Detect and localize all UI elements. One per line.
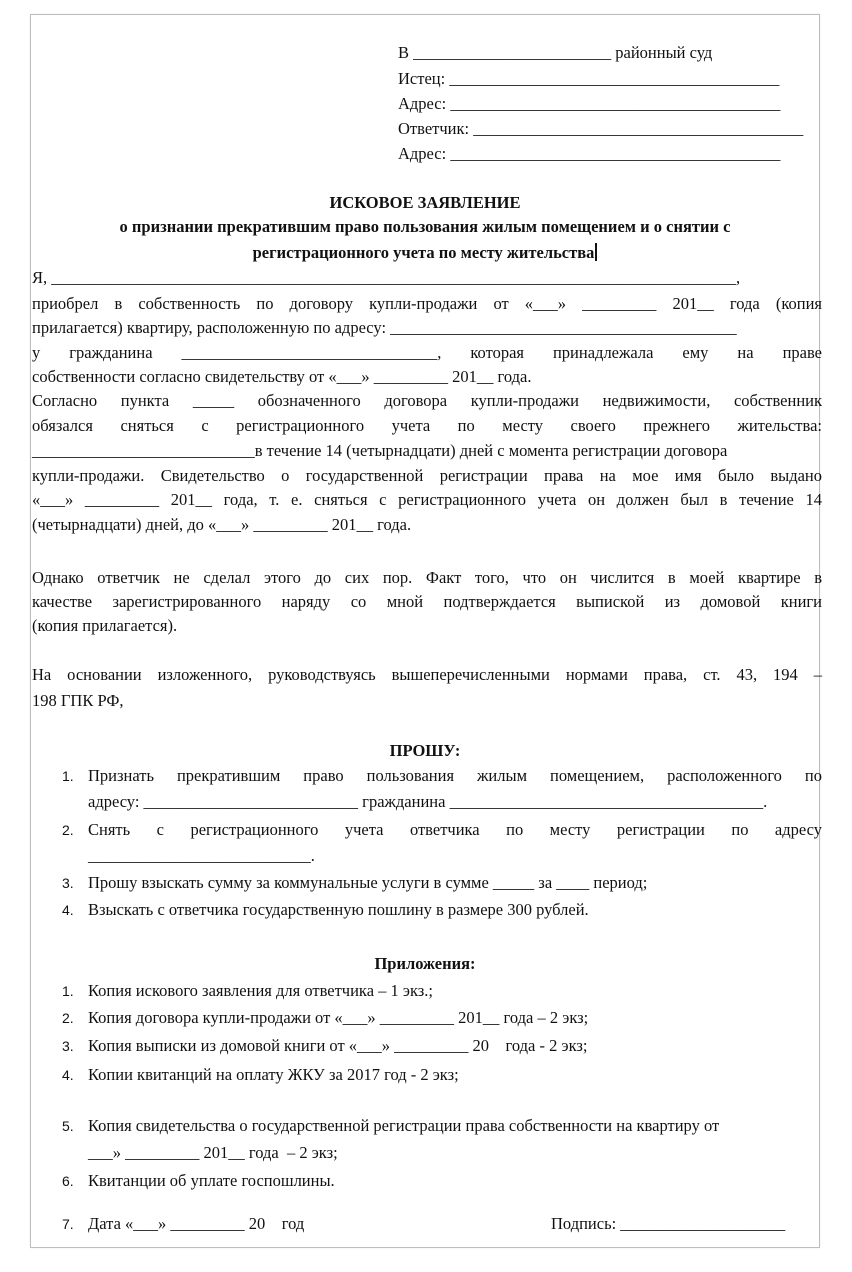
attachment-3-number: 3.: [62, 1038, 74, 1054]
date-line: Дата «___» _________ 20 год: [88, 1214, 305, 1233]
defendant-address-line: Адрес: ________________________________________: [398, 144, 781, 163]
request-item-3-number: 3.: [62, 875, 74, 891]
attachment-5-line-2: ___» _________ 201__ года – 2 экз;: [88, 1143, 338, 1162]
text-cursor: [595, 243, 597, 261]
attachments-heading: Приложения:: [374, 954, 476, 973]
document-subtitle-line-1: о признании прекратившим право пользования жилым помещением и о снятии с: [119, 217, 731, 236]
signature-line: Подпись: ____________________: [551, 1214, 786, 1233]
document-title: ИСКОВОЕ ЗАЯВЛЕНИЕ: [329, 193, 521, 212]
para2-line-1: Согласно пункта _____ обозначенного договора купли-продажи недвижимости, собственник: [32, 391, 822, 410]
request-item-4-number: 4.: [62, 902, 74, 918]
para1-line-3: прилагается) квартиру, расположенную по адресу: __________________________________________: [32, 318, 737, 337]
attachment-2-text: Копия договора купли-продажи от «___» _________ 201__ года – 2 экз;: [88, 1008, 589, 1027]
para2-line-6: (четырнадцати) дней, до «___» _________ 201__ года.: [32, 515, 412, 534]
para2-line-4: купли-продажи. Свидетельство о государственной регистрации права на мое имя было выдано: [32, 466, 822, 485]
request-item-3-line-1: Прошу взыскать сумму за коммунальные услуги в сумме _____ за ____ период;: [88, 873, 648, 892]
para3-line-3: (копия прилагается).: [32, 616, 178, 635]
para2-line-2: обязался сняться с регистрационного учета по месту своего прежнего жительства:: [32, 416, 822, 435]
para1-line-5: собственности согласно свидетельству от «___» _________ 201__ года.: [32, 367, 532, 386]
attachment-3-text: Копия выписки из домовой книги от «___» _________ 20 года - 2 экз;: [88, 1036, 588, 1055]
request-item-2-number: 2.: [62, 822, 74, 838]
footer-number: 7.: [62, 1216, 74, 1232]
attachment-6-text: Квитанции об уплате госпошлины.: [88, 1171, 335, 1190]
attachment-6-number: 6.: [62, 1173, 74, 1189]
subtitle-line-2-text: регистрационного учета по месту жительства: [252, 243, 595, 262]
attachment-2-number: 2.: [62, 1010, 74, 1026]
para1-line-2: приобрел в собственность по договору купли-продажи от «___» _________ 201__ года (копия: [32, 294, 822, 313]
request-item-1-line-1: Признать прекратившим право пользования жилым помещением, расположенного по: [88, 766, 822, 785]
plaintiff-line: Истец: ________________________________________: [398, 69, 780, 88]
request-item-1-line-2: адресу: __________________________ гражданина ______________________________________.: [88, 792, 768, 811]
attachment-1-text: Копия искового заявления для ответчика – 1 экз.;: [88, 981, 434, 1000]
request-heading: ПРОШУ:: [389, 741, 461, 760]
attachment-4-text: Копии квитанций на оплату ЖКУ за 2017 год - 2 экз;: [88, 1065, 459, 1084]
request-item-1-number: 1.: [62, 768, 74, 784]
para1-line-4: у гражданина _______________________________, которая принадлежала ему на праве: [32, 343, 822, 362]
defendant-line: Ответчик: ________________________________________: [398, 119, 804, 138]
court-line: В ________________________ районный суд: [398, 43, 713, 62]
request-item-2-line-2: ___________________________.: [88, 846, 315, 865]
para4-line-2: 198 ГПК РФ,: [32, 691, 124, 710]
attachment-1-number: 1.: [62, 983, 74, 999]
attachment-5-line-1: Копия свидетельства о государственной регистрации права собственности на квартиру от: [88, 1116, 720, 1135]
request-item-4-line-1: Взыскать с ответчика государственную пошлину в размере 300 рублей.: [88, 900, 589, 919]
attachment-4-number: 4.: [62, 1067, 74, 1083]
plaintiff-address-line: Адрес: ________________________________________: [398, 94, 781, 113]
request-item-2-line-1: Снять с регистрационного учета ответчика по месту регистрации по адресу: [88, 820, 822, 839]
document-subtitle-line-2: [30, 242, 820, 264]
attachment-5-number: 5.: [62, 1118, 74, 1134]
para3-line-1: Однако ответчик не сделал этого до сих пор. Факт того, что он числится в моей квартире в: [32, 568, 822, 587]
para4-line-1: На основании изложенного, руководствуясь вышеперечисленными нормами права, ст. 43, 194 –: [32, 665, 822, 684]
para2-line-5: «___» _________ 201__ года, т. е. сняться с регистрационного учета он должен был в течение 14: [32, 490, 822, 509]
para3-line-2: качестве зарегистрированного наряду со мной подтверждается выпиской из домовой книги: [32, 592, 822, 611]
para2-line-3: ___________________________в течение 14 (четырнадцати) дней с момента регистрации договора: [32, 441, 728, 460]
para1-line-1: Я, ___________________________________________________________________________________,: [32, 268, 741, 287]
